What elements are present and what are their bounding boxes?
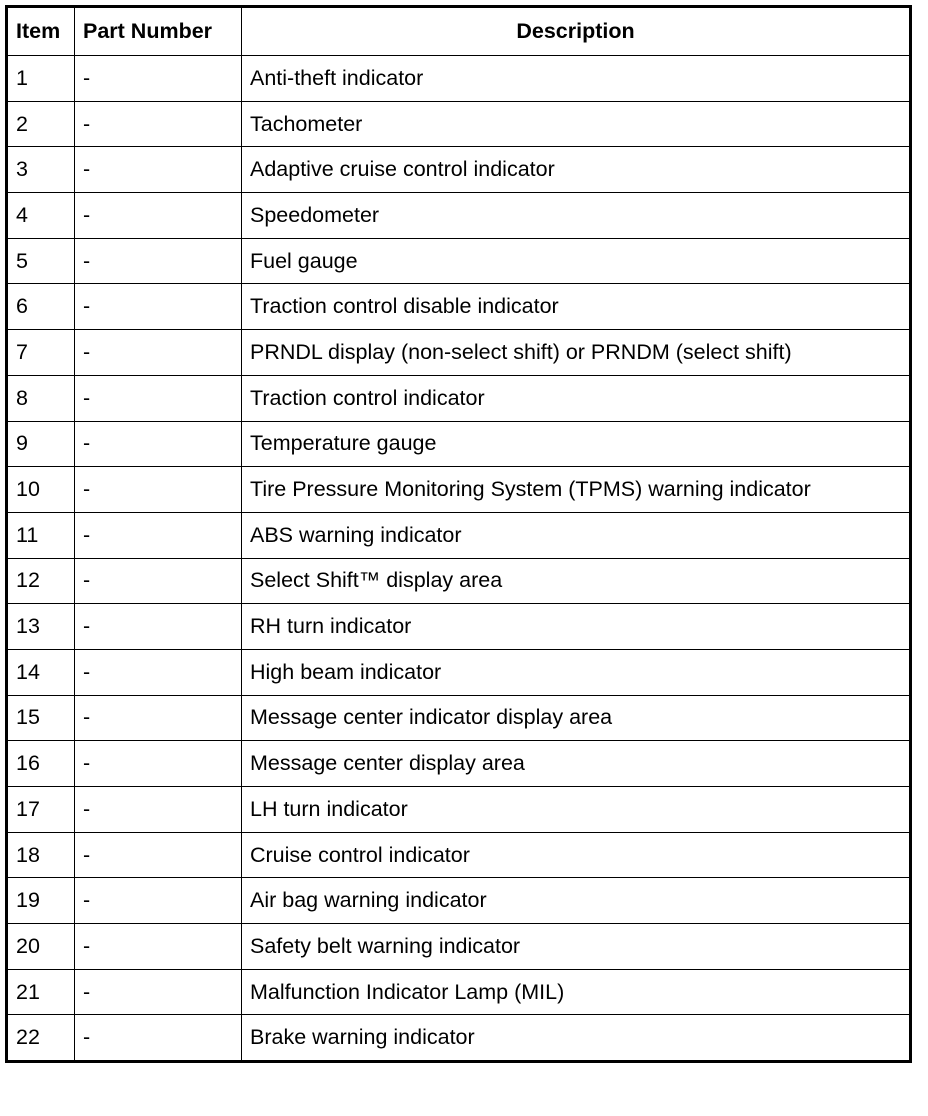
table-row [7,375,911,421]
header-item: Item [7,7,75,56]
cell-part-number: - [75,604,242,650]
cell-item: 21 [7,969,75,1015]
cell-part-number: - [75,558,242,604]
cell-part-number: - [75,832,242,878]
cell-part-number: - [75,695,242,741]
cell-description: RH turn indicator [242,604,911,650]
cell-description: Traction control indicator [242,375,911,421]
table-row [7,193,911,239]
table-row [7,512,911,558]
cell-part-number: - [75,512,242,558]
table-row [7,832,911,878]
cell-item: 13 [7,604,75,650]
cell-part-number: - [75,924,242,970]
cell-item: 2 [7,101,75,147]
table-row [7,787,911,833]
header-description: Description [242,7,911,56]
cell-description: Speedometer [242,193,911,239]
cell-description: Adaptive cruise control indicator [242,147,911,193]
table-row [7,649,911,695]
cell-description: Message center display area [242,741,911,787]
cell-description: Air bag warning indicator [242,878,911,924]
table-row [7,878,911,924]
cell-part-number: - [75,238,242,284]
table-row [7,558,911,604]
cell-item: 8 [7,375,75,421]
cell-item: 15 [7,695,75,741]
cell-item: 19 [7,878,75,924]
cell-part-number: - [75,375,242,421]
table-body [7,56,911,1062]
header-row [7,7,911,56]
cell-part-number: - [75,741,242,787]
parts-table [5,5,912,1063]
cell-item: 9 [7,421,75,467]
cell-part-number: - [75,649,242,695]
cell-description: Traction control disable indicator [242,284,911,330]
table-row [7,969,911,1015]
cell-item: 22 [7,1015,75,1062]
cell-part-number: - [75,101,242,147]
cell-description: Anti-theft indicator [242,56,911,102]
cell-description: Tire Pressure Monitoring System (TPMS) warning indicator [242,467,911,513]
cell-part-number: - [75,878,242,924]
cell-description: Brake warning indicator [242,1015,911,1062]
table-row [7,147,911,193]
cell-item: 3 [7,147,75,193]
cell-part-number: - [75,1015,242,1062]
cell-description: Malfunction Indicator Lamp (MIL) [242,969,911,1015]
table-row [7,284,911,330]
table-row [7,1015,911,1062]
cell-description: Cruise control indicator [242,832,911,878]
table-row [7,101,911,147]
cell-description: Safety belt warning indicator [242,924,911,970]
cell-part-number: - [75,284,242,330]
cell-item: 12 [7,558,75,604]
cell-description: ABS warning indicator [242,512,911,558]
cell-description: Temperature gauge [242,421,911,467]
cell-description: Tachometer [242,101,911,147]
cell-description: High beam indicator [242,649,911,695]
cell-part-number: - [75,193,242,239]
cell-item: 11 [7,512,75,558]
cell-description: PRNDL display (non-select shift) or PRNDM (select shift) [242,330,911,376]
cell-item: 10 [7,467,75,513]
cell-description: Select Shift™ display area [242,558,911,604]
cell-part-number: - [75,969,242,1015]
table-row [7,741,911,787]
table-header [7,7,911,56]
table-row [7,56,911,102]
cell-part-number: - [75,421,242,467]
header-part-number: Part Number [75,7,242,56]
cell-item: 1 [7,56,75,102]
cell-item: 5 [7,238,75,284]
cell-part-number: - [75,787,242,833]
table-row [7,467,911,513]
cell-item: 17 [7,787,75,833]
cell-description: Fuel gauge [242,238,911,284]
cell-description: Message center indicator display area [242,695,911,741]
table-row [7,924,911,970]
table-row [7,421,911,467]
cell-item: 4 [7,193,75,239]
table-row [7,330,911,376]
cell-item: 6 [7,284,75,330]
table-row [7,238,911,284]
cell-part-number: - [75,56,242,102]
cell-item: 18 [7,832,75,878]
table-row [7,695,911,741]
cell-part-number: - [75,147,242,193]
cell-description: LH turn indicator [242,787,911,833]
cell-part-number: - [75,467,242,513]
cell-item: 14 [7,649,75,695]
cell-part-number: - [75,330,242,376]
cell-item: 7 [7,330,75,376]
table-row [7,604,911,650]
cell-item: 20 [7,924,75,970]
cell-item: 16 [7,741,75,787]
